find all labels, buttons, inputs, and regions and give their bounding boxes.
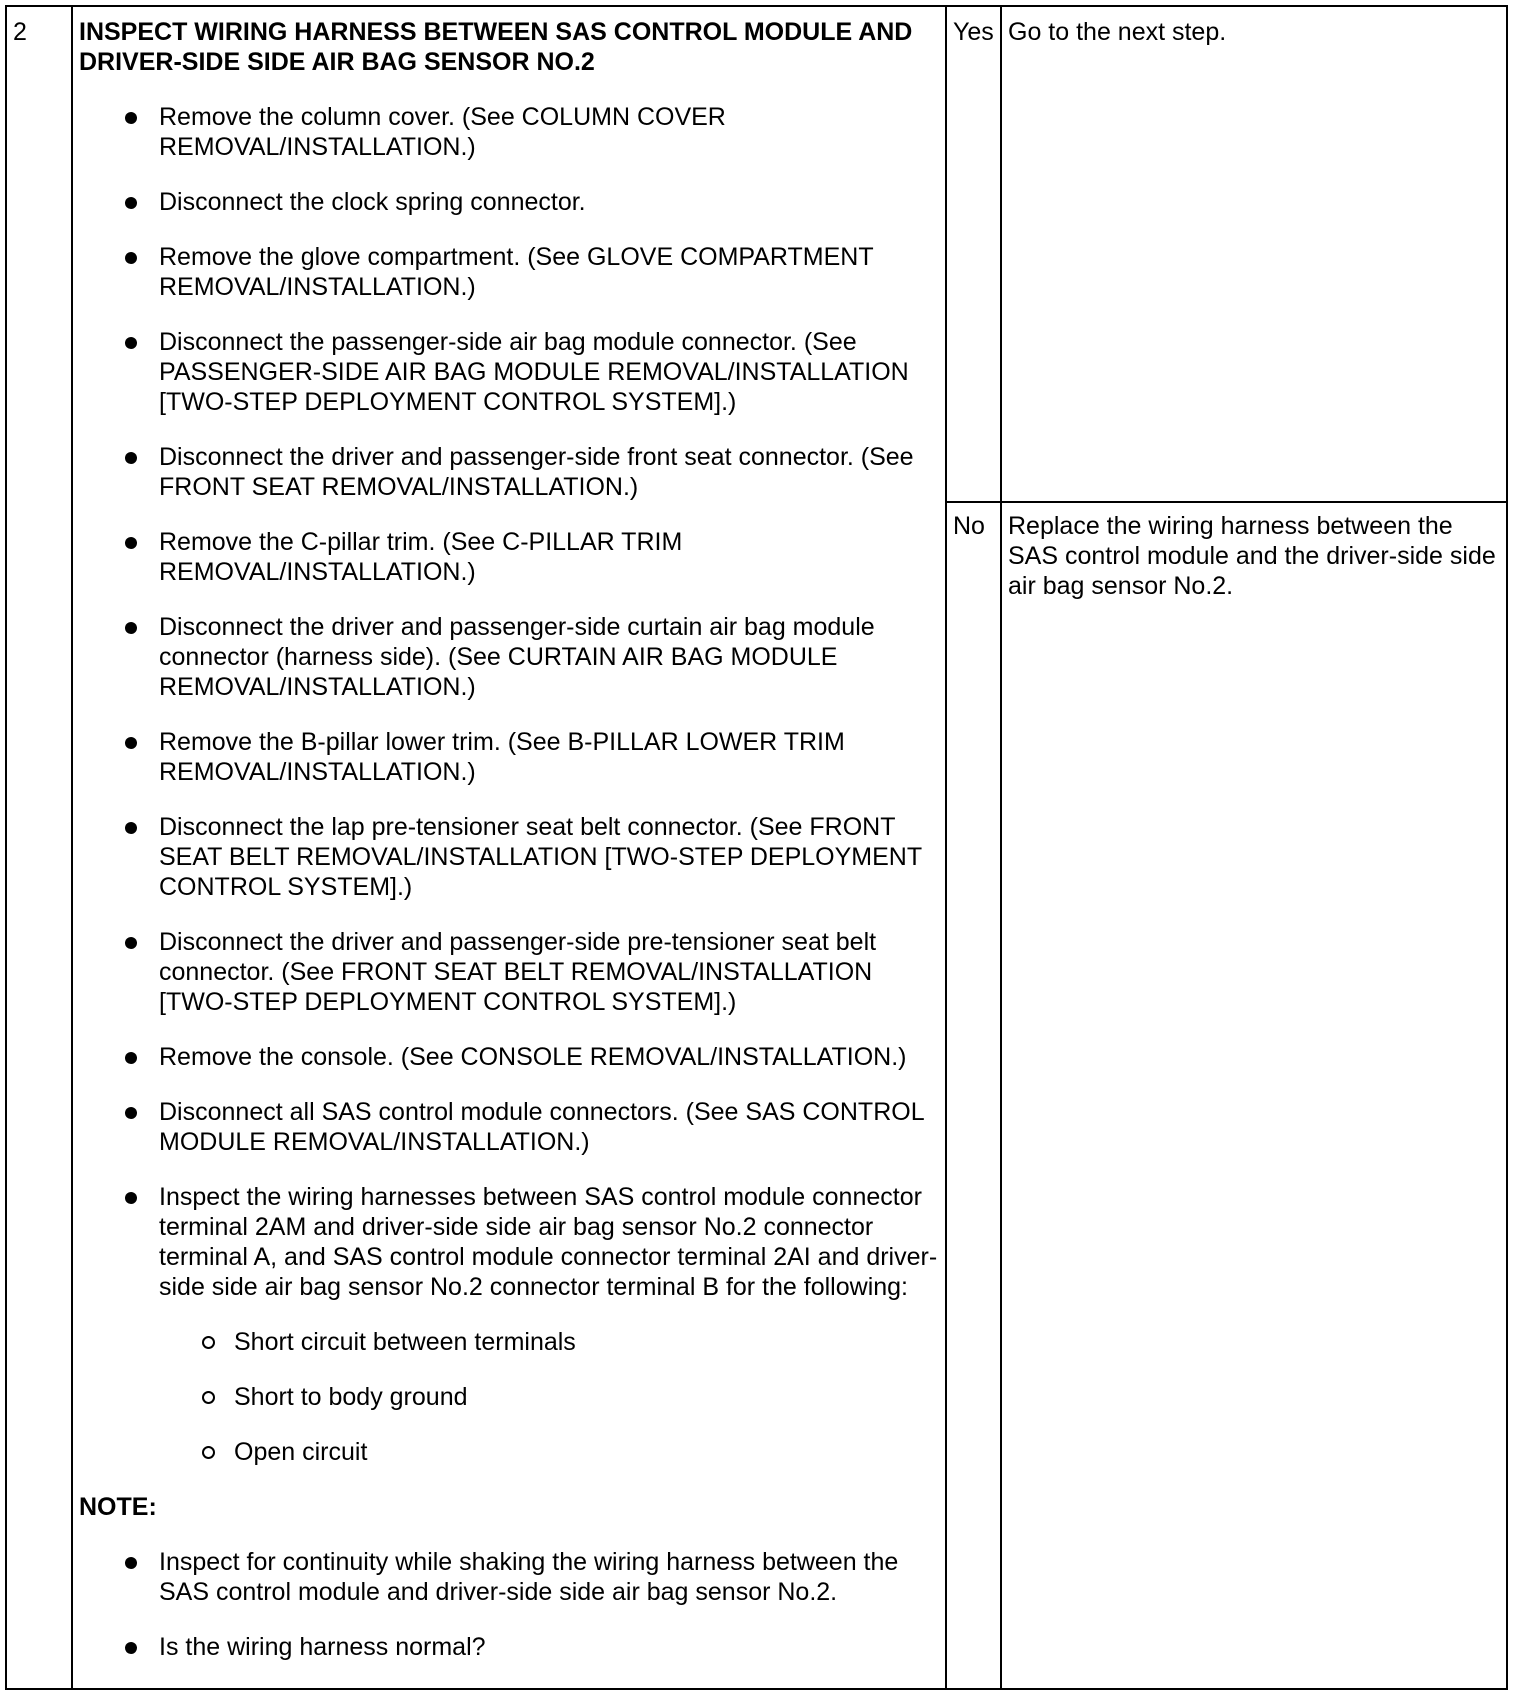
column-divider xyxy=(945,7,947,1688)
bullet-icon xyxy=(125,822,137,834)
yes-result: Go to the next step. xyxy=(1008,18,1227,46)
diagnostic-procedure-table xyxy=(5,5,1508,1690)
list-item: Disconnect the driver and passenger-side curtain air bag module connector (harness side). (See CURTAIN AIR BAG MODULE REMOVAL/INSTALLATION.) xyxy=(79,612,939,702)
list-item: Remove the console. (See CONSOLE REMOVAL/INSTALLATION.) xyxy=(79,1042,939,1072)
list-item: Short to body ground xyxy=(159,1382,939,1412)
bullet-icon xyxy=(125,1642,137,1654)
bullet-icon xyxy=(125,452,137,464)
list-item: Disconnect all SAS control module connectors. (See SAS CONTROL MODULE REMOVAL/INSTALLATION.) xyxy=(79,1097,939,1157)
column-divider xyxy=(1000,7,1002,1688)
bullet-icon xyxy=(125,937,137,949)
bullet-icon xyxy=(125,112,137,124)
list-item: Disconnect the driver and passenger-side front seat connector. (See FRONT SEAT REMOVAL/INSTALLATION.) xyxy=(79,442,939,502)
note-label: NOTE: xyxy=(79,1493,157,1521)
row-divider xyxy=(945,501,1506,503)
step-number: 2 xyxy=(13,18,27,46)
list-item: Inspect for continuity while shaking the wiring harness between the SAS control module and driver-side side air bag sensor No.2. xyxy=(79,1547,939,1607)
list-item: Remove the B-pillar lower trim. (See B-PILLAR LOWER TRIM REMOVAL/INSTALLATION.) xyxy=(79,727,939,787)
list-item: Inspect the wiring harnesses between SAS control module connector terminal 2AM and driver-side side air bag sensor No.2 connector terminal A, and SAS control module connector terminal 2AI and driver-side side air bag sensor No.2 connector terminal B for the following: Short circuit between terminals Short to body ground Open circuit xyxy=(79,1182,939,1467)
bullet-icon xyxy=(125,1557,137,1569)
bullet-icon xyxy=(125,337,137,349)
step-content xyxy=(79,17,939,1662)
circle-bullet-icon xyxy=(202,1391,215,1404)
no-label: No xyxy=(953,512,985,540)
circle-bullet-icon xyxy=(202,1446,215,1459)
action-list xyxy=(79,102,939,1467)
list-item: Disconnect the lap pre-tensioner seat belt connector. (See FRONT SEAT BELT REMOVAL/INSTALLATION [TWO-STEP DEPLOYMENT CONTROL SYSTEM].) xyxy=(79,812,939,902)
list-item: Open circuit xyxy=(159,1437,939,1467)
circle-bullet-icon xyxy=(202,1336,215,1349)
bullet-icon xyxy=(125,1052,137,1064)
step-title: INSPECT WIRING HARNESS BETWEEN SAS CONTROL MODULE AND DRIVER-SIDE SIDE AIR BAG SENSOR NO.2 xyxy=(79,18,913,76)
list-item: Remove the C-pillar trim. (See C-PILLAR TRIM REMOVAL/INSTALLATION.) xyxy=(79,527,939,587)
no-result: Replace the wiring harness between the SAS control module and the driver-side side air bag sensor No.2. xyxy=(1008,512,1496,600)
list-item: Disconnect the driver and passenger-side pre-tensioner seat belt connector. (See FRONT SEAT BELT REMOVAL/INSTALLATION [TWO-STEP DEPLOYMENT CONTROL SYSTEM].) xyxy=(79,927,939,1017)
inspection-items xyxy=(159,1327,939,1467)
list-item: Short circuit between terminals xyxy=(159,1327,939,1357)
column-divider xyxy=(71,7,73,1688)
list-item: Remove the column cover. (See COLUMN COVER REMOVAL/INSTALLATION.) xyxy=(79,102,939,162)
bullet-icon xyxy=(125,537,137,549)
bullet-icon xyxy=(125,1107,137,1119)
bullet-icon xyxy=(125,252,137,264)
bullet-icon xyxy=(125,1192,137,1204)
bullet-icon xyxy=(125,737,137,749)
list-item: Is the wiring harness normal? xyxy=(79,1632,939,1662)
yes-label: Yes xyxy=(953,18,994,46)
note-list xyxy=(79,1547,939,1662)
list-item: Remove the glove compartment. (See GLOVE COMPARTMENT REMOVAL/INSTALLATION.) xyxy=(79,242,939,302)
bullet-icon xyxy=(125,622,137,634)
bullet-icon xyxy=(125,197,137,209)
list-item: Disconnect the passenger-side air bag module connector. (See PASSENGER-SIDE AIR BAG MODULE REMOVAL/INSTALLATION [TWO-STEP DEPLOYMENT CONTROL SYSTEM].) xyxy=(79,327,939,417)
list-item: Disconnect the clock spring connector. xyxy=(79,187,939,217)
